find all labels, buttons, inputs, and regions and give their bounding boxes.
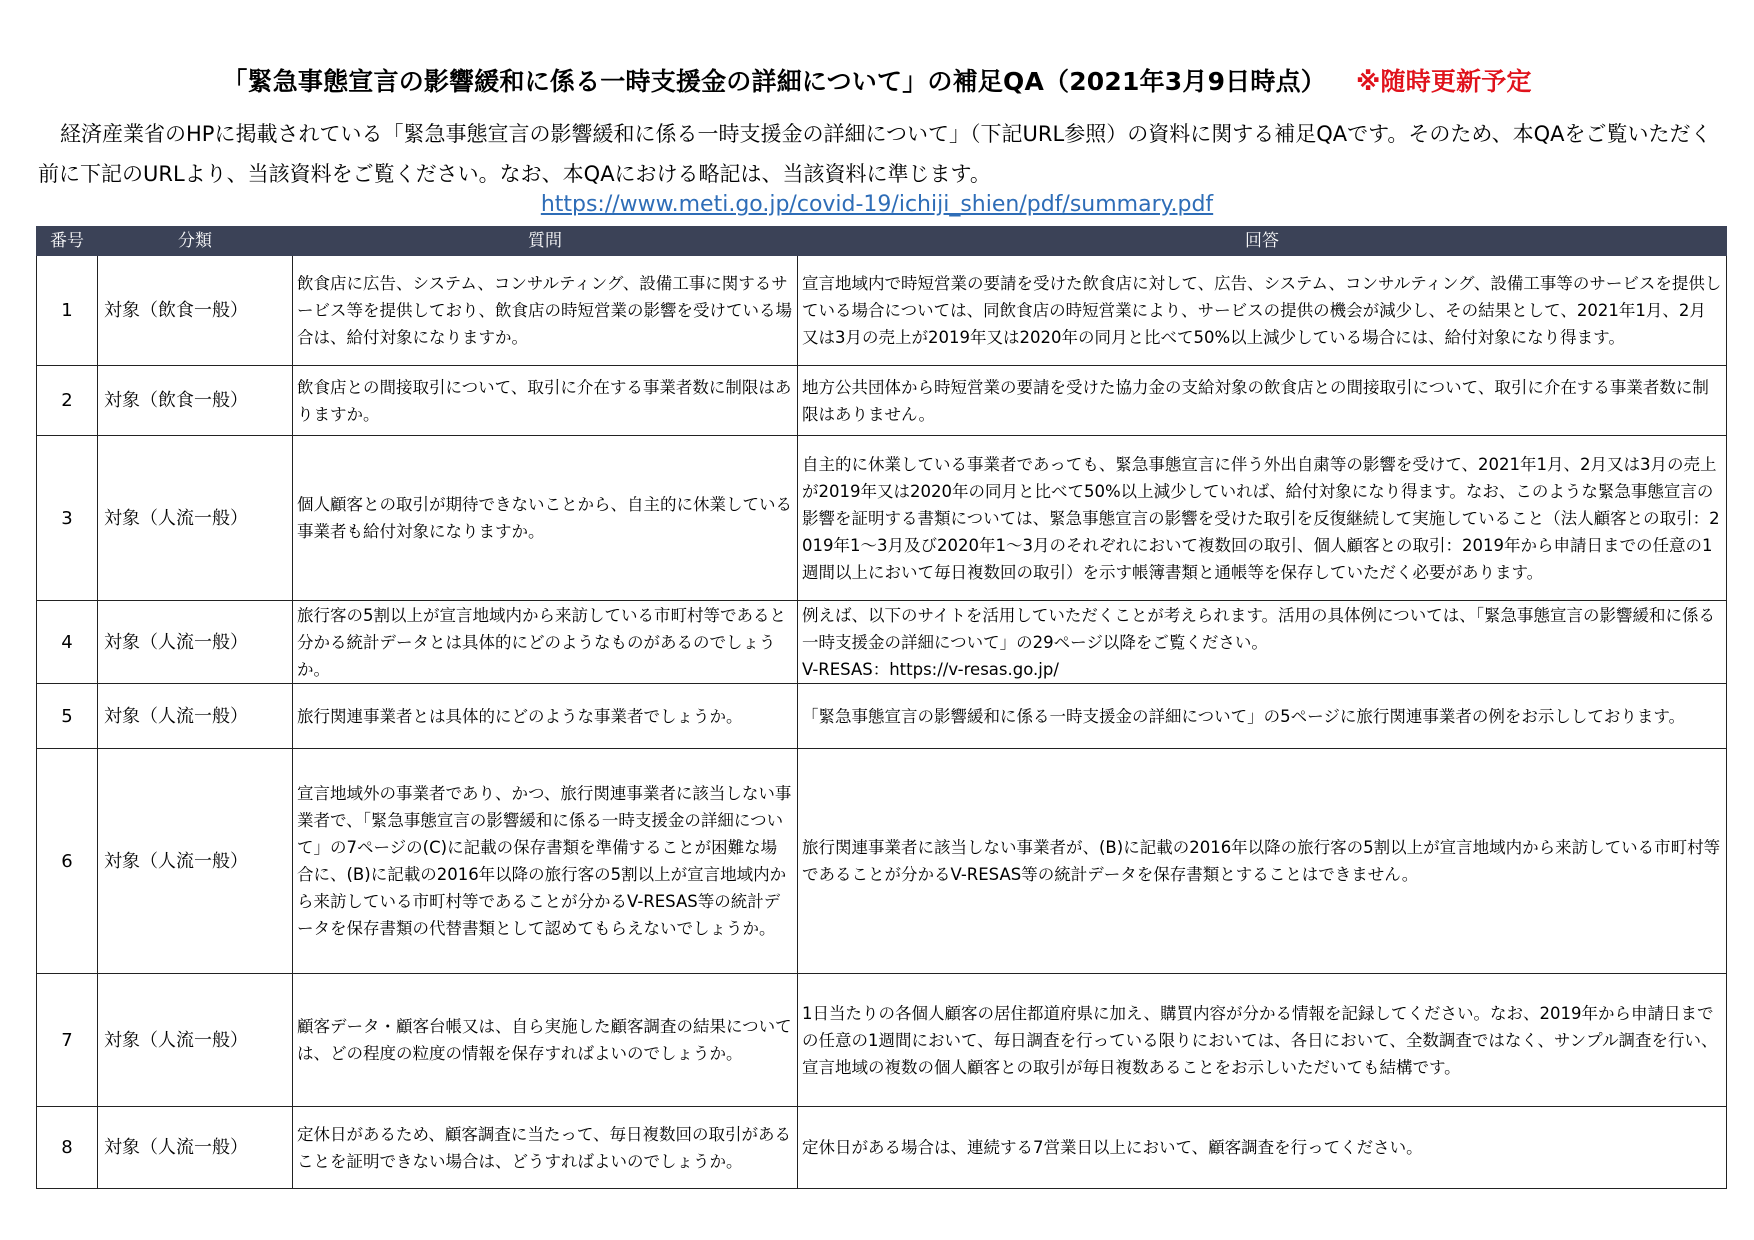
update-note: ※随時更新予定 xyxy=(1355,67,1532,96)
row-answer: 宣言地域内で時短営業の要請を受けた飲食店に対して、広告、システム、コンサルティング、設備工事等のサービスを提供している場合については、同飲食店の時短営業により、サービスの提供の機会が減少し、その結果として、2021年1月、2月又は3月の売上が2019年又は2020年の同月と比べて50%以上減少している場合には、給付対象になり得ます。 xyxy=(798,256,1727,366)
v-resas-link[interactable]: V-RESAS：https://v-resas.go.jp/ xyxy=(802,659,1059,679)
row-number: 7 xyxy=(37,974,98,1107)
column-header-question: 質問 xyxy=(293,227,798,256)
summary-link[interactable]: https://www.meti.go.jp/covid-19/ichiji_shien/pdf/summary.pdf xyxy=(540,192,1214,217)
row-number: 8 xyxy=(37,1107,98,1189)
row-answer-cell xyxy=(798,601,1727,684)
table-row xyxy=(37,366,1727,436)
row-number: 2 xyxy=(37,366,98,436)
row-category: 対象（人流一般） xyxy=(98,436,293,601)
table-row xyxy=(37,749,1727,974)
row-answer: 地方公共団体から時短営業の要請を受けた協力金の支給対象の飲食店との間接取引について、取引に介在する事業者数に制限はありません。 xyxy=(798,366,1727,436)
row-number: 4 xyxy=(37,601,98,684)
table-header-row xyxy=(37,227,1727,256)
row-answer: 例えば、以下のサイトを活用していただくことが考えられます。活用の具体例については、「緊急事態宣言の影響緩和に係る一時支援金の詳細について」の29ページ以降をご覧ください。 xyxy=(802,605,1715,652)
row-category: 対象（人流一般） xyxy=(98,601,293,684)
table-row xyxy=(37,974,1727,1107)
row-category: 対象（飲食一般） xyxy=(98,256,293,366)
row-number: 3 xyxy=(37,436,98,601)
row-question: 飲食店との間接取引について、取引に介在する事業者数に制限はありますか。 xyxy=(293,366,798,436)
page-title xyxy=(0,62,1754,98)
qa-table xyxy=(36,226,1727,1189)
table-row xyxy=(37,436,1727,601)
row-answer: 1日当たりの各個人顧客の居住都道府県に加え、購買内容が分かる情報を記録してください。なお、2019年から申請日までの任意の1週間において、毎日調査を行っている限りにおいては、各日において、全数調査ではなく、サンプル調査を行い、宣言地域の複数の個人顧客との取引が毎日複数あることをお示しいただいても結構です。 xyxy=(798,974,1727,1107)
title-text: 「緊急事態宣言の影響緩和に係る一時支援金の詳細について」の補足QA（2021年3月9日時点） xyxy=(222,67,1326,96)
row-category: 対象（飲食一般） xyxy=(98,366,293,436)
column-header-number: 番号 xyxy=(37,227,98,256)
row-number: 6 xyxy=(37,749,98,974)
row-question: 旅行客の5割以上が宣言地域内から来訪している市町村等であると分かる統計データとは具体的にどのようなものがあるのでしょうか。 xyxy=(293,601,798,684)
table-row xyxy=(37,684,1727,749)
row-question: 宣言地域外の事業者であり、かつ、旅行関連事業者に該当しない事業者で、「緊急事態宣言の影響緩和に係る一時支援金の詳細について」の7ページの(C)に記載の保存書類を準備することが困難な場合に、(B)に記載の2016年以降の旅行客の5割以上が宣言地域内から来訪している市町村等であることが分かるV-RESAS等の統計データを保存書類の代替書類として認めてもらえないでしょうか。 xyxy=(293,749,798,974)
intro-paragraph: 経済産業省のHPに掲載されている「緊急事態宣言の影響緩和に係る一時支援金の詳細について」（下記URL参照）の資料に関する補足QAです。そのため、本QAをご覧いただく前に下記のURLより、当該資料をご覧ください。なお、本QAにおける略記は、当該資料に準じます。 xyxy=(38,122,1712,186)
row-question: 顧客データ・顧客台帳又は、自ら実施した顧客調査の結果については、どの程度の粒度の情報を保存すればよいのでしょうか。 xyxy=(293,974,798,1107)
row-question: 飲食店に広告、システム、コンサルティング、設備工事に関するサービス等を提供しており、飲食店の時短営業の影響を受けている場合は、給付対象になりますか。 xyxy=(293,256,798,366)
row-category: 対象（人流一般） xyxy=(98,684,293,749)
row-question: 旅行関連事業者とは具体的にどのような事業者でしょうか。 xyxy=(293,684,798,749)
row-number: 5 xyxy=(37,684,98,749)
row-question: 個人顧客との取引が期待できないことから、自主的に休業している事業者も給付対象になりますか。 xyxy=(293,436,798,601)
table-row xyxy=(37,601,1727,684)
column-header-answer: 回答 xyxy=(798,227,1727,256)
row-category: 対象（人流一般） xyxy=(98,974,293,1107)
column-header-category: 分類 xyxy=(98,227,293,256)
row-answer: 旅行関連事業者に該当しない事業者が、(B)に記載の2016年以降の旅行客の5割以上が宣言地域内から来訪している市町村等であることが分かるV-RESAS等の統計データを保存書類とすることはできません。 xyxy=(798,749,1727,974)
row-answer: 「緊急事態宣言の影響緩和に係る一時支援金の詳細について」の5ページに旅行関連事業者の例をお示ししております。 xyxy=(798,684,1727,749)
row-number: 1 xyxy=(37,256,98,366)
row-category: 対象（人流一般） xyxy=(98,749,293,974)
table-row xyxy=(37,1107,1727,1189)
table-row xyxy=(37,256,1727,366)
row-answer: 定休日がある場合は、連続する7営業日以上において、顧客調査を行ってください。 xyxy=(798,1107,1727,1189)
row-answer: 自主的に休業している事業者であっても、緊急事態宣言に伴う外出自粛等の影響を受けて、2021年1月、2月又は3月の売上が2019年又は2020年の同月と比べて50%以上減少していれば、給付対象になり得ます。なお、このような緊急事態宣言の影響を証明する書類については、緊急事態宣言の影響を受けた取引を反復継続して実施していること（法人顧客との取引：2019年1～3月及び2020年1～3月のそれぞれにおいて複数回の取引、個人顧客との取引：2019年から申請日までの任意の1週間以上において毎日複数回の取引）を示す帳簿書類と通帳等を保存していただく必要があります。 xyxy=(798,436,1727,601)
row-category: 対象（人流一般） xyxy=(98,1107,293,1189)
row-question: 定休日があるため、顧客調査に当たって、毎日複数回の取引があることを証明できない場合は、どうすればよいのでしょうか。 xyxy=(293,1107,798,1189)
